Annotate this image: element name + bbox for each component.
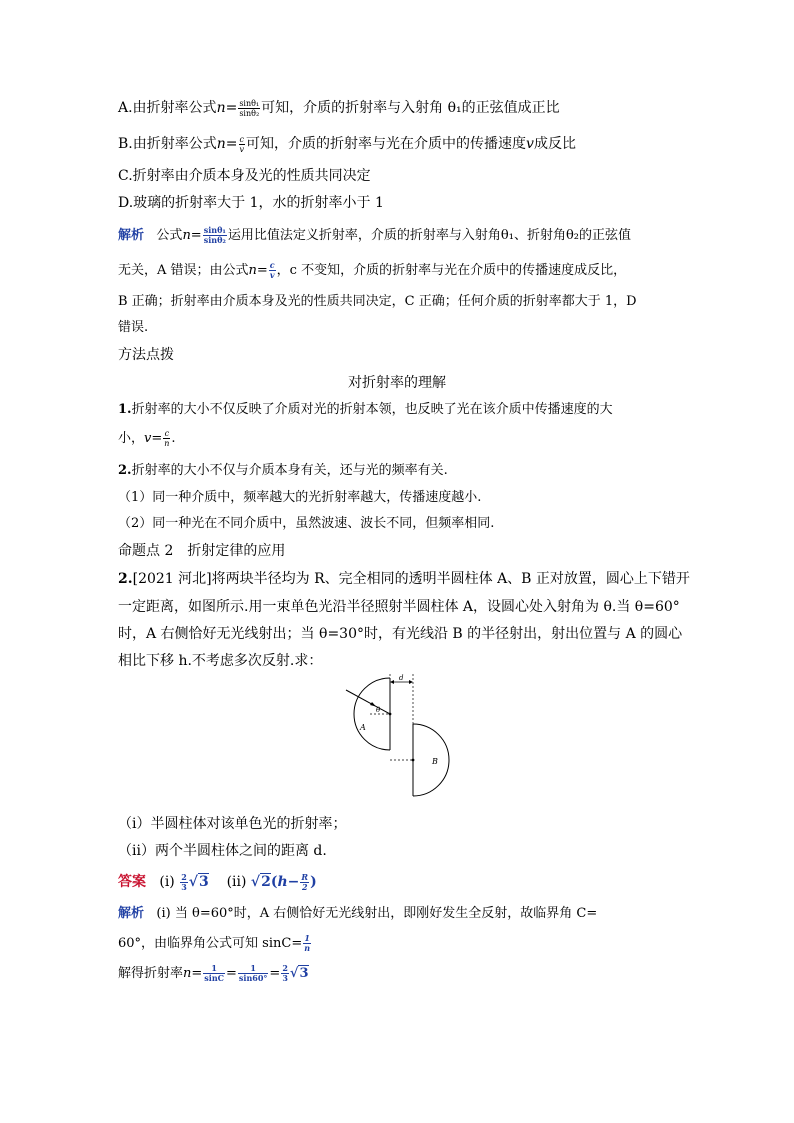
option-c: C.折射率由介质本身及光的性质共同决定 xyxy=(118,168,371,184)
analysis2-line-1: 解析 (i) 当 θ=60°时，A 右侧恰好无光线射出，即刚好发生全反射，故临界角 C= xyxy=(118,906,598,921)
problem-line-1: 2.[2021 河北]将两块半径均为 R、完全相同的透明半圆柱体 A、B 正对放置，圆心上下错开 xyxy=(118,571,690,587)
fraction: $\frac{1}{\sin C}$ xyxy=(204,963,225,983)
answer-line: 答案 (i) $\frac{2}{3}$ √3 (ii) √2(h− $\frac{R}{2}$ ) xyxy=(118,871,317,892)
analysis-line-2: 无关，A 错误；由公式n= $\frac{c}{v}$ ，c 不变知，介质的折射率与光在介质中的传播速度成反比， xyxy=(118,260,627,280)
method-point-2: 2.折射率的大小不仅与介质本身有关，还与光的频率有关. xyxy=(118,463,448,478)
incident-ray xyxy=(346,690,390,714)
label-a: A xyxy=(360,723,366,732)
fraction: $\frac{\text{sinθ₁}}{\text{sinθ₂}}$ xyxy=(203,225,226,245)
analysis-label: 解析 xyxy=(118,906,145,921)
method-point-1-cont: 小，v= $\frac{c}{n}$ . xyxy=(118,429,176,448)
label-b: B xyxy=(432,757,438,766)
fraction: $\frac{c}{v}$ xyxy=(239,134,245,154)
analysis-label: 解析 xyxy=(118,228,145,243)
analysis2-line-3: 解得折射率n= $\frac{1}{\sin C}$ = $\frac{1}{\sin 60^\circ}$ = $\frac{2}{3}$ √3 xyxy=(118,963,309,983)
fraction: $\frac{2}{3}$ xyxy=(181,871,187,892)
method-point-2b: （2）同一种光在不同介质中，虽然波速、波长不同，但频率相同. xyxy=(118,516,495,531)
topic-heading: 命题点 2 折射定律的应用 xyxy=(118,543,286,559)
analysis-line-1: 解析 公式n= $\frac{\text{sinθ₁}}{\text{sinθ₂}}$ 运用比值法定义折射率，介质的折射率与入射角θ₁、折射角θ₂的正弦值 xyxy=(118,225,631,245)
option-d: D.玻璃的折射率大于 1，水的折射率小于 1 xyxy=(118,195,384,211)
label-d: d xyxy=(399,674,404,682)
fraction: $\frac{\text{sinθ₁}}{\text{sinθ₂}}$ xyxy=(239,98,260,118)
question-2: （ii）两个半圆柱体之间的距离 d. xyxy=(118,843,327,859)
center-b xyxy=(412,759,415,762)
fraction: $\frac{c}{n}$ xyxy=(164,429,170,448)
problem-line-2: 一定距离，如图所示.用一束单色光沿半径照射半圆柱体 A，设圆心处入射角为 θ.当 θ=60° xyxy=(118,599,680,615)
theta-label: θ xyxy=(376,706,381,714)
option-a: A.由折射率公式n= $\frac{\text{sinθ₁}}{\text{sinθ₂}}$ 可知，介质的折射率与入射角 θ₁的正弦值成正比 xyxy=(118,98,560,118)
semicylinder-figure xyxy=(340,672,460,797)
fraction: $\frac{R}{2}$ xyxy=(301,871,309,892)
analysis2-line-2: 60°，由临界角公式可知 sinC= $\frac{1}{n}$ xyxy=(118,933,311,953)
method-point-1: 1.折射率的大小不仅反映了介质对光的折射本领，也反映了光在该介质中传播速度的大 xyxy=(118,402,613,417)
method-point-2a: （1）同一种介质中，频率越大的光折射率越大，传播速度越小. xyxy=(118,490,482,505)
center-a xyxy=(389,713,392,716)
fraction: $\frac{1}{n}$ xyxy=(304,933,311,953)
fraction: $\frac{c}{v}$ xyxy=(269,260,275,280)
answer-label: 答案 xyxy=(118,874,146,890)
problem-line-3: 时，A 右侧恰好无光线射出；当 θ=30°时，有光线沿 B 的半径射出，射出位置与 A 的圆心 xyxy=(118,626,683,642)
analysis-line-3: B 正确；折射率由介质本身及光的性质共同决定，C 正确；任何介质的折射率都大于 1，D xyxy=(118,294,637,309)
analysis-line-4: 错误. xyxy=(118,320,149,335)
fraction: $\frac{1}{\sin 60^\circ}$ xyxy=(238,963,268,983)
method-title: 对折射率的理解 xyxy=(348,375,446,391)
option-b: B.由折射率公式n= $\frac{c}{v}$ 可知，介质的折射率与光在介质中的传播速度v成反比 xyxy=(118,134,576,154)
question-1: （i）半圆柱体对该单色光的折射率； xyxy=(118,816,347,832)
method-heading: 方法点拨 xyxy=(118,347,174,363)
fraction: $\frac{2}{3}$ xyxy=(282,963,288,983)
semicylinder-b xyxy=(413,724,449,796)
problem-line-4: 相比下移 h.不考虑多次反射.求： xyxy=(118,653,323,669)
